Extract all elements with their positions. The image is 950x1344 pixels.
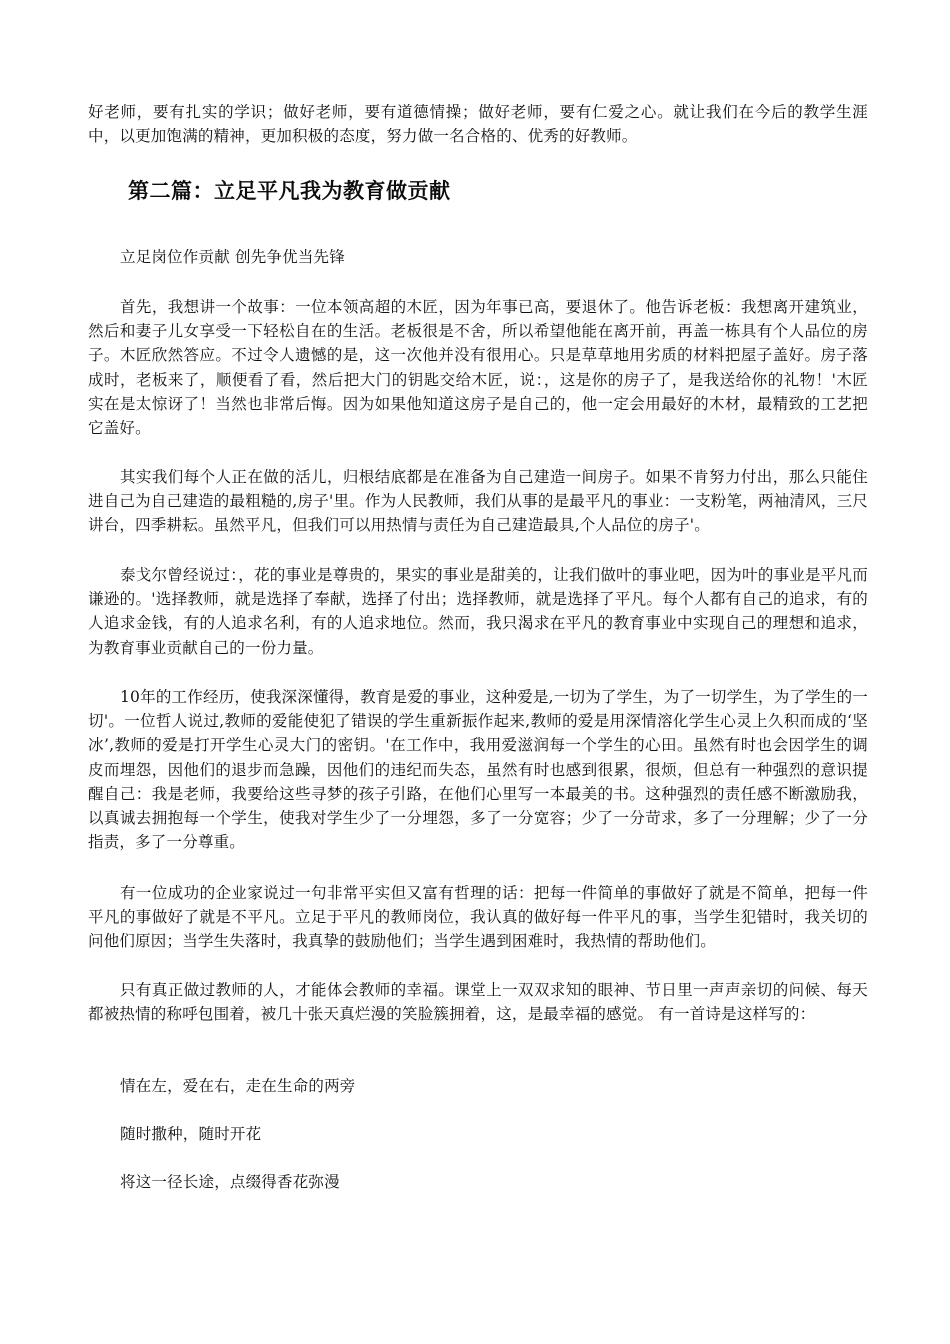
poem-line: 情在左，爱在右，走在生命的两旁 (120, 1077, 356, 1095)
paragraph-happiness: 只有真正做过教师的人，才能体会教师的幸福。课堂上一双双求知的眼神、节日里一声声亲切的问候、每天都被热情的称呼包围着，被几十张天真烂漫的笑脸簇拥着，这，是最幸福的感觉。 有一首诗是这样写的： (88, 981, 868, 1024)
poem-line: 随时撒种，随时开花 (120, 1125, 262, 1143)
paragraph-house: 其实我们每个人正在做的活儿，归根结底都是在准备为自己建造一间房子。如果不肯努力付出，那么只能住进自己为自己建造的最粗糙的,房子'里。作为人民教师，我们从事的是最平凡的事业：一支粉笔，两袖清风，三尺讲台，四季耕耘。虽然平凡，但我们可以用热情与责任为自己建造最具,个人品位的房子'。 (88, 468, 868, 535)
paragraph-story: 首先，我想讲一个故事：一位本领高超的木匠，因为年事已高，要退休了。他告诉老板：我想离开建筑业，然后和妻子儿女享受一下轻松自在的生活。老板很是不舍，所以希望他能在离开前，再盖一栋具有个人品位的房子。木匠欣然答应。不过令人遗憾的是，这一次他并没有很用心。只是草草地用劣质的材料把屋子盖好。房子落成时，老板来了，顺便看了看，然后把大门的钥匙交给木匠，说：，这是你的房子了，是我送给你的礼物！'木匠实在是太惊讶了！当然也非常后悔。因为如果他知道这房子是自己的，他一定会用最好的木材，最精致的工艺把它盖好。 (88, 298, 868, 438)
paragraph-entrepreneur: 有一位成功的企业家说过一句非常平实但又富有哲理的话：把每一件简单的事做好了就是不简单，把每一件平凡的事做好了就是不平凡。立足于平凡的教师岗位，我认真的做好每一件平凡的事，当学生犯错时，我关切的问他们原因；当学生失落时，我真挚的鼓励他们；当学生遇到困难时，我热情的帮助他们。 (88, 884, 868, 951)
top-paragraph: 好老师，要有扎实的学识；做好老师，要有道德情操；做好老师，要有仁爱之心。就让我们在今后的教学生涯中，以更加饱满的精神，更加积极的态度，努力做一名合格的、优秀的好教师。 (88, 103, 868, 146)
paragraph-experience: 10年的工作经历，使我深深懂得，教育是爱的事业，这种爱是,一切为了学生，为了一切学生，为了学生的一切'。一位哲人说过,教师的爱能使犯了错误的学生重新振作起来,教师的爱是用深情溶化学生心灵上久积而成的‘坚冰’,教师的爱是打开学生心灵大门的密钥。'在工作中，我用爱滋润每一个学生的心田。虽然有时也会因学生的调皮而埋怨，因他们的退步而急躁，因他们的违纪而失态，虽然有时也感到很累，很烦，但总有一种强烈的意识提醒自己：我是老师，我要给这些寻梦的孩子引路，在他们心里写一本最美的书。这种强烈的责任感不断激励我，以真诚去拥抱每一个学生，使我对学生少了一分埋怨，多了一分宽容；少了一分苛求，多了一分理解；少了一分指责，多了一分尊重。 (88, 688, 868, 852)
section-heading: 第二篇：立足平凡我为教育做贡献 (128, 179, 451, 203)
subtitle: 立足岗位作贡献 创先争优当先锋 (120, 248, 345, 266)
paragraph-tagore: 泰戈尔曾经说过：，花的事业是尊贵的，果实的事业是甜美的，让我们做叶的事业吧，因为叶的事业是平凡而谦逊的。'选择教师，就是选择了奉献，选择了付出；选择教师，就是选择了平凡。每个人都有自己的追求，有的人追求金钱，有的人追求名利，有的人追求地位。然而，我只渴求在平凡的教育事业中实现自己的理想和追求，为教育事业贡献自己的一份力量。 (88, 566, 868, 657)
poem-line: 将这一径长途，点缀得香花弥漫 (120, 1173, 340, 1191)
